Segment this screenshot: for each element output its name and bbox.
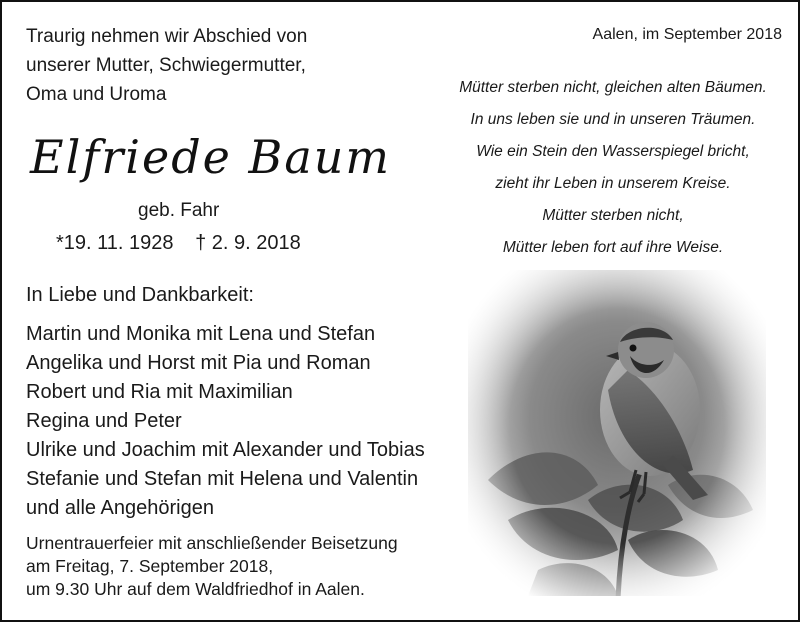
birth-date: *19. 11. 1928 (56, 232, 174, 254)
service-line: um 9.30 Uhr auf dem Waldfriedhof in Aalen. (26, 579, 365, 599)
family-line: Angelika und Horst mit Pia und Roman (26, 352, 371, 374)
deceased-name: Elfriede Baum (30, 130, 392, 184)
birth-name: geb. Fahr (138, 200, 220, 221)
poem-line: Mütter leben fort auf ihre Weise. (502, 239, 724, 256)
service-line: am Freitag, 7. September 2018, (26, 556, 274, 576)
poem-line: zieht ihr Leben in unserem Kreise. (495, 175, 731, 192)
place-date: Aalen, im September 2018 (592, 26, 782, 43)
family-line: Stefanie und Stefan mit Helena und Valentin (26, 468, 419, 490)
death-date: † 2. 9. 2018 (195, 232, 301, 254)
family-line: Martin und Monika mit Lena und Stefan (26, 323, 376, 345)
family-list (26, 320, 425, 523)
service-info (26, 532, 398, 601)
sparrow-photo (468, 270, 766, 596)
intro-text (26, 22, 307, 109)
poem-line: In uns leben sie und in unseren Träumen. (470, 111, 756, 128)
family-line: Robert und Ria mit Maximilian (26, 381, 293, 403)
family-line: Regina und Peter (26, 410, 182, 432)
family-line: Ulrike und Joachim mit Alexander und Tobias (26, 439, 425, 461)
thanks-heading: In Liebe und Dankbarkeit: (26, 284, 254, 306)
intro-line: unserer Mutter, Schwiegermutter, (26, 55, 306, 76)
family-line: und alle Angehörigen (26, 497, 214, 519)
intro-line: Traurig nehmen wir Abschied von (26, 26, 308, 47)
intro-line: Oma und Uroma (26, 84, 167, 105)
poem-line: Mütter sterben nicht, gleichen alten Bäumen. (459, 79, 767, 96)
service-line: Urnentrauerfeier mit anschließender Beisetzung (26, 533, 398, 553)
life-dates (56, 232, 301, 255)
poem-line: Mütter sterben nicht, (542, 207, 684, 224)
sparrow-icon (468, 270, 766, 596)
poem (442, 72, 784, 264)
poem-line: Wie ein Stein den Wasserspiegel bricht, (476, 143, 750, 160)
